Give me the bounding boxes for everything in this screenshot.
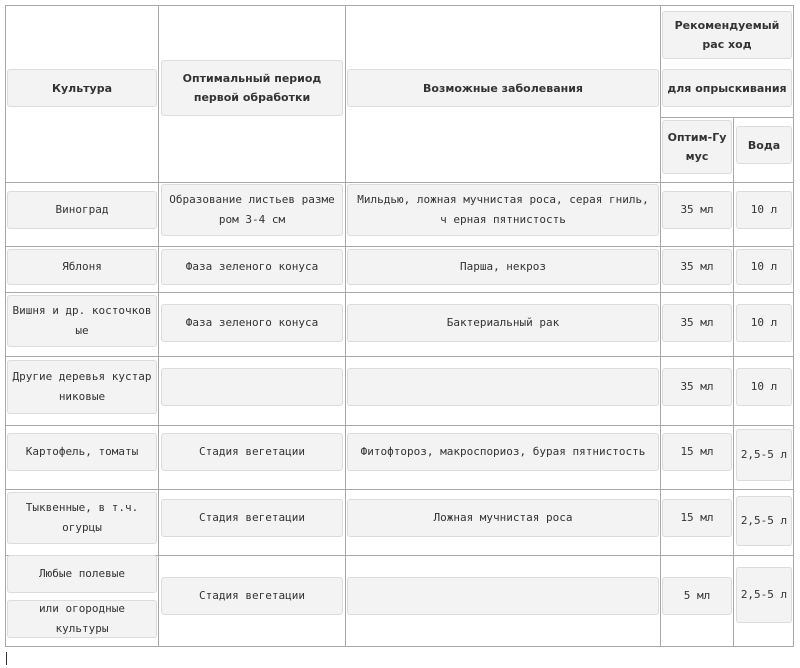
cell-diseases: Бактериальный рак	[347, 304, 659, 342]
cell-crop-top: Любые полевые	[7, 555, 157, 593]
grid-line	[5, 489, 794, 490]
text-cursor	[6, 652, 7, 665]
cell-diseases	[347, 368, 659, 406]
cell-period: Стадия вегетации	[161, 577, 343, 615]
cell-optim: 15 мл	[662, 433, 732, 471]
cell-crop: Другие деревья кустар никовые	[7, 360, 157, 414]
cell-water: 10 л	[736, 368, 792, 406]
cell-optim: 35 мл	[662, 191, 732, 229]
cell-period: Образование листьев разме ром 3-4 см	[161, 184, 343, 236]
header-period: Оптимальный период первой обработки	[161, 60, 343, 116]
grid-line	[660, 5, 661, 647]
header-rate-top: Рекомендуемый рас ход	[662, 11, 792, 59]
cell-water: 2,5-5 л	[736, 496, 792, 546]
grid-line	[5, 246, 794, 247]
cell-water: 2,5-5 л	[736, 429, 792, 481]
cell-crop: Тыквенные, в т.ч. огурцы	[7, 492, 157, 544]
grid-line	[5, 425, 794, 426]
header-diseases: Возможные заболевания	[347, 69, 659, 107]
cell-crop: Виноград	[7, 191, 157, 229]
cell-crop: Вишня и др. косточков ые	[7, 295, 157, 347]
header-crop: Культура	[7, 69, 157, 107]
header-rate-bottom: для опрыскивания	[662, 69, 792, 107]
grid-line	[5, 292, 794, 293]
cell-optim: 35 мл	[662, 304, 732, 342]
grid-line	[345, 5, 346, 647]
cell-water: 2,5-5 л	[736, 567, 792, 623]
cell-period	[161, 368, 343, 406]
grid-line	[660, 117, 794, 118]
cell-optim: 5 мл	[662, 577, 732, 615]
grid-line	[158, 5, 159, 647]
cell-diseases: Ложная мучнистая роса	[347, 499, 659, 537]
cell-water: 10 л	[736, 304, 792, 342]
grid-line	[733, 117, 734, 647]
cell-diseases	[347, 577, 659, 615]
cell-period: Фаза зеленого конуса	[161, 249, 343, 285]
cell-crop-bottom: или огородные культуры	[7, 600, 157, 638]
grid-line	[5, 356, 794, 357]
cell-period: Фаза зеленого конуса	[161, 304, 343, 342]
cell-optim: 35 мл	[662, 249, 732, 285]
cell-diseases: Мильдью, ложная мучнистая роса, серая гниль, ч ерная пятнистость	[347, 184, 659, 236]
cell-period: Стадия вегетации	[161, 433, 343, 471]
header-optim: Оптим-Гу мус	[662, 120, 732, 174]
cell-diseases: Фитофтороз, макроспориоз, бурая пятнистость	[347, 433, 659, 471]
header-water: Вода	[736, 126, 792, 164]
cell-crop: Картофель, томаты	[7, 433, 157, 471]
cell-optim: 15 мл	[662, 499, 732, 537]
cell-water: 10 л	[736, 191, 792, 229]
cell-diseases: Парша, некроз	[347, 249, 659, 285]
cell-period: Стадия вегетации	[161, 499, 343, 537]
grid-line	[5, 182, 794, 183]
cell-water: 10 л	[736, 249, 792, 285]
cell-crop: Яблоня	[7, 249, 157, 285]
cell-optim: 35 мл	[662, 368, 732, 406]
